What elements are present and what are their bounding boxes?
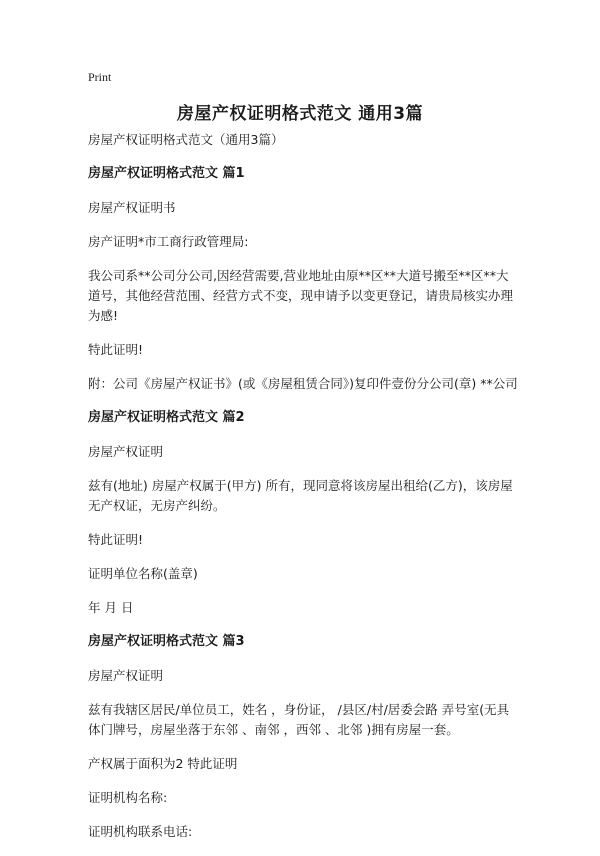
body-paragraph: 房屋产权证明书 — [88, 200, 176, 215]
body-paragraph: 特此证明! — [88, 532, 144, 547]
body-paragraph: 房产证明*市工商行政管理局: — [88, 234, 249, 249]
section-heading: 房屋产权证明格式范文 篇3 — [88, 634, 245, 649]
body-paragraph: 兹有我辖区居民/单位员工，姓名 ，身份证， /县区/村/居委会路 弄号室(无具体门牌号，房屋坐落于东邻 、南邻 ，西邻 、北邻 )拥有房屋一套。 — [88, 702, 510, 737]
print-label: Print — [88, 70, 112, 84]
body-paragraph: 特此证明! — [88, 342, 144, 357]
document-body — [88, 130, 520, 856]
body-paragraph: 产权属于面积为2 特此证明 — [88, 756, 238, 771]
body-paragraph: 证明单位名称(盖章) — [88, 566, 198, 581]
body-paragraph: 兹有(地址) 房屋产权属于(甲方) 所有，现同意将该房屋出租给(乙方)，该房屋无产权证，无房产纠纷。 — [88, 478, 513, 513]
body-paragraph: 房屋产权证明 — [88, 668, 164, 683]
document-title: 房屋产权证明格式范文 通用3篇 — [176, 104, 424, 124]
body-paragraph: 附：公司《房屋产权证书》(或《房屋租赁合同》)复印件壹份分公司(章) **公司 — [88, 376, 518, 391]
section-heading: 房屋产权证明格式范文 篇2 — [88, 410, 245, 425]
body-paragraph: 我公司系**公司分公司,因经营需要,营业地址由原**区**大道号搬至**区**大道号，其他经营范围、经营方式不变，现申请予以变更登记，请贵局核实办理为感! — [88, 268, 514, 323]
body-paragraph: 证明机构名称: — [88, 790, 168, 805]
body-paragraph: 证明机构联系电话: — [88, 824, 193, 839]
body-paragraph: 年 月 日 — [88, 600, 134, 615]
body-paragraph: 房屋产权证明 — [88, 444, 164, 459]
body-paragraph: 房屋产权证明格式范文（通用3篇） — [88, 132, 284, 147]
section-heading: 房屋产权证明格式范文 篇1 — [88, 166, 245, 181]
